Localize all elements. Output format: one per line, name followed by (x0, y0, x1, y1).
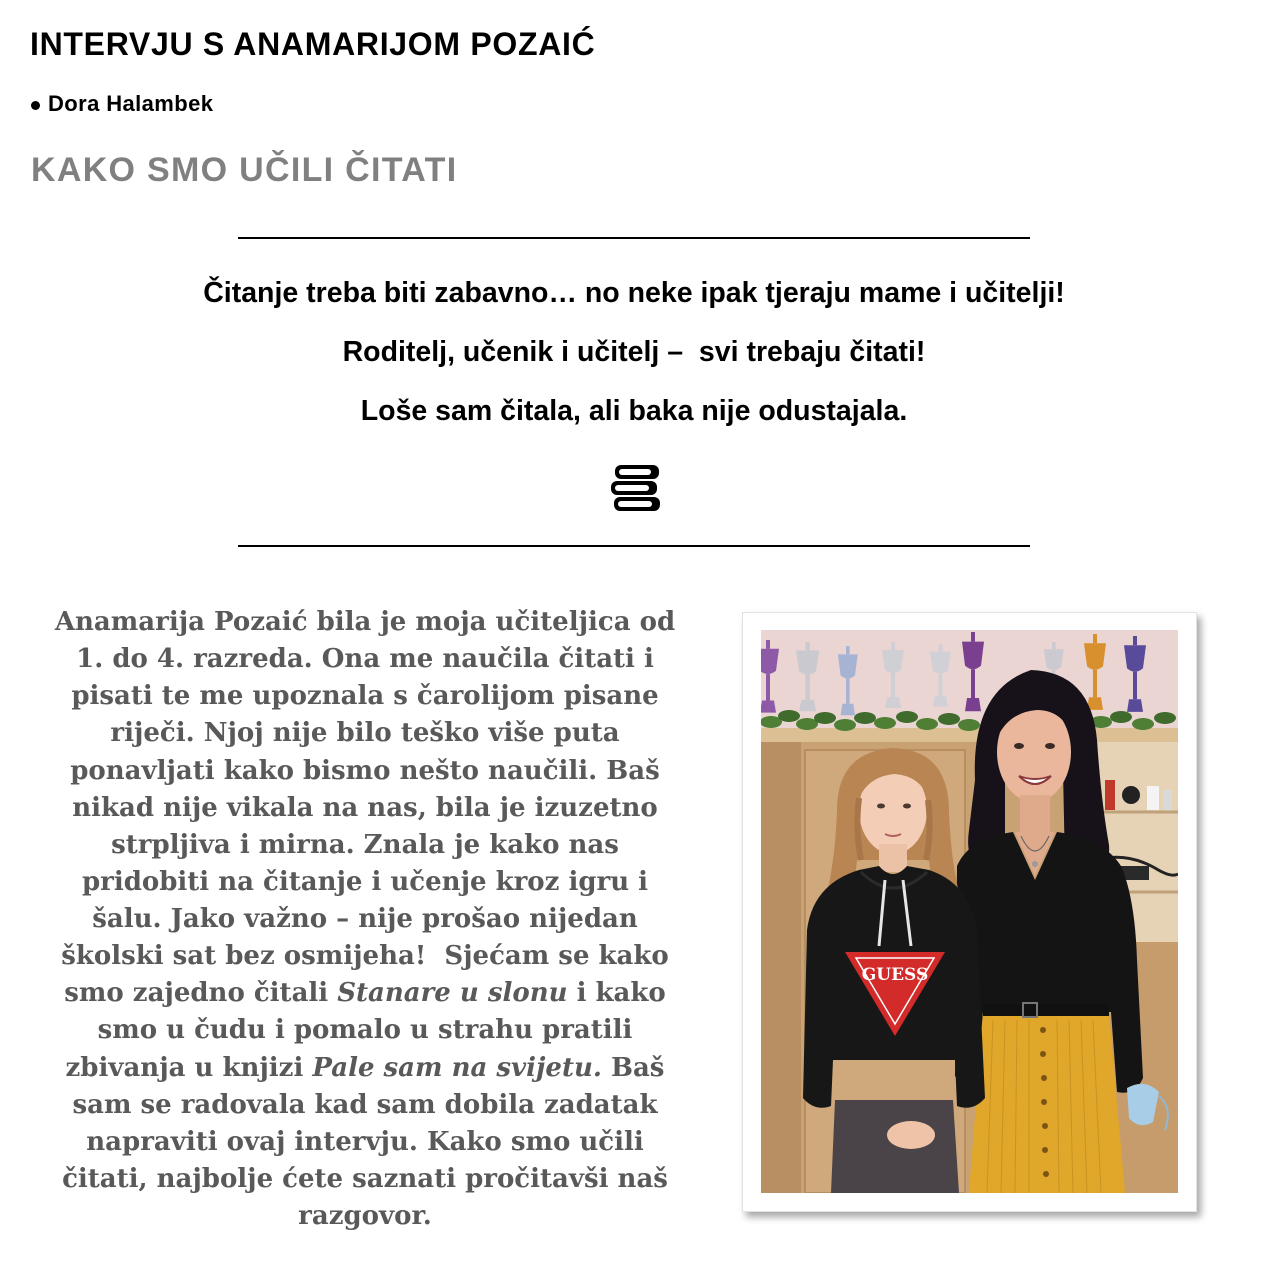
quote-line: Roditelj, učenik i učitelj – svi trebaju čitati! (342, 336, 926, 368)
quote-line: Loše sam čitala, ali baka nije odustajala. (360, 395, 908, 427)
intro-line: 1. do 4. razreda. Ona me naučila čitati i (76, 644, 654, 675)
intro-line: smo u čudu i pomalo u strahu pratili (97, 1015, 633, 1046)
logo-text: GUESS (861, 965, 929, 985)
intro-line: pridobiti na čitanje i učenje kroz igru i (81, 866, 649, 897)
photo-frame (742, 612, 1197, 1212)
bullet-icon (31, 101, 40, 110)
book-bottom (614, 497, 660, 511)
article-subtitle: KAKO SMO UČILI ČITATI (31, 151, 458, 189)
intro-line: čitati, najbolje ćete saznati pročitavši naš (62, 1163, 668, 1194)
intro-line: školski sat bez osmijeha! Sjećam se kako (61, 941, 669, 972)
page-title: INTERVJU S ANAMARIJOM POZAIĆ (30, 26, 596, 62)
intro-line: ponavljati kako bismo nešto naučili. Baš (70, 755, 660, 786)
author-name: Dora Halambek (48, 91, 214, 116)
book-title: Pale sam na svijetu. (312, 1052, 602, 1083)
book-middle (611, 481, 657, 495)
books-icon (607, 462, 663, 514)
book-top (615, 465, 659, 479)
intro-line: razgovor. (298, 1201, 432, 1231)
intro-line: riječi. Njoj nije bilo teško više puta (110, 718, 620, 749)
intro-text: i kako (567, 978, 666, 1009)
intro-line: Anamarija Pozaić bila je moja učiteljica od (54, 607, 676, 637)
intro-line: sam se radovala kad sam dobila zadatak (72, 1089, 658, 1120)
intro-line: šalu. Jako važno – nije prošao nijedan (92, 904, 638, 934)
divider-line-top (238, 237, 1030, 239)
intro-line (15, 1050, 715, 1087)
photo (761, 630, 1178, 1193)
quote-line: Čitanje treba biti zabavno… no neke ipak tjeraju mame i učitelji! (203, 277, 1065, 309)
intro-line: strpljiva i mirna. Znala je kako nas (111, 829, 619, 860)
intro-line: napraviti ovaj intervju. Kako smo učili (86, 1126, 644, 1157)
intro-line: pisati te me upoznala s čarolijom pisane (71, 681, 659, 712)
intro-text: smo zajedno čitali (64, 978, 338, 1009)
intro-paragraph (15, 604, 715, 1235)
divider-line-bottom (238, 545, 1030, 547)
intro-line (15, 975, 715, 1012)
intro-line: nikad nije vikala na nas, bila je izuzetno (72, 792, 658, 823)
highlight-quotes (134, 264, 1134, 441)
intro-text: Baš (601, 1052, 665, 1083)
intro-text: zbivanja u knjizi (65, 1052, 313, 1083)
book-title: Stanare u slonu (337, 978, 568, 1009)
